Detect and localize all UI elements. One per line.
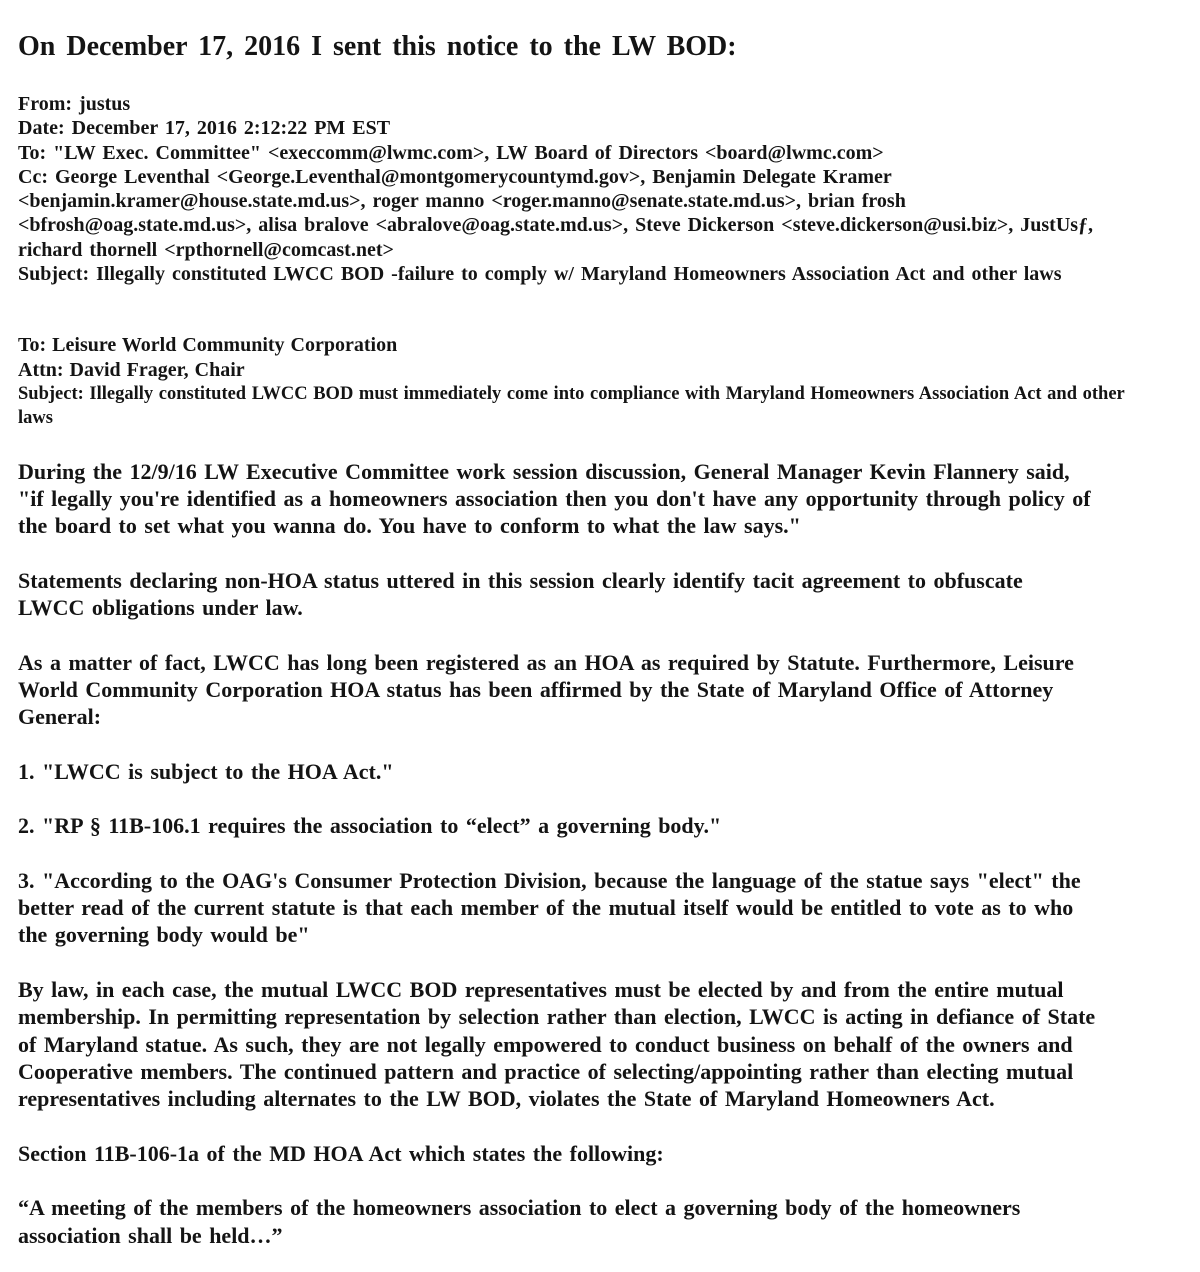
paragraph-line: Section 11B-106-1a of the MD HOA Act which states the following: <box>18 1140 664 1166</box>
notice-attn-line: Attn: David Frager, Chair <box>18 358 245 381</box>
header-line-to: To: "LW Exec. Committee" <execcomm@lwmc.com>, LW Board of Directors <board@lwmc.com> <box>18 141 884 164</box>
notice-header <box>18 333 1174 430</box>
paragraph-line: 1. "LWCC is subject to the HOA Act." <box>18 758 394 784</box>
paragraph-line: 3. "According to the OAG's Consumer Protection Division, because the language of the statue says "elect" the <box>18 867 1081 893</box>
paragraph-line: General: <box>18 704 102 730</box>
paragraph-line: of Maryland statue. As such, they are not legally empowered to conduct business on behalf of the owners and <box>18 1031 1073 1057</box>
paragraph-flannery-quote <box>18 458 1174 540</box>
paragraph-line: the governing body would be" <box>18 922 310 948</box>
notice-subject-wrap-line: laws <box>18 408 53 429</box>
paragraph-line: the board to set what you wanna do. You have to conform to what the law says." <box>18 513 801 539</box>
header-line-cc-wrap-3: richard thornell <rpthornell@comcast.net> <box>18 238 394 261</box>
paragraph-statute-quote <box>18 1194 1174 1249</box>
paragraph-line: World Community Corporation HOA status has been affirmed by the State of Maryland Office of Attorney <box>18 677 1054 702</box>
paragraph-line: As a matter of fact, LWCC has long been registered as an HOA as required by Statute. Furthermore, Leisure <box>18 649 1074 675</box>
document-body <box>18 458 1174 1250</box>
paragraph-line: During the 12/9/16 LW Executive Committee work session discussion, General Manager Kevin Flannery said, <box>18 458 1070 484</box>
paragraph-line: "if legally you're identified as a homeowners association then you don't have any opportunity through policy of <box>18 485 1091 511</box>
header-line-from: From: justus <box>18 93 131 115</box>
paragraph-line: better read of the current statute is that each member of the mutual itself would be entitled to vote as to who <box>18 895 1074 921</box>
notice-subject-line: Subject: Illegally constituted LWCC BOD must immediately come into compliance with Maryland Homeowners Association Act and other <box>18 383 1125 404</box>
notice-to-line: To: Leisure World Community Corporation <box>18 334 398 357</box>
paragraph-line: representatives including alternates to the LW BOD, violates the State of Maryland Homeowners Act. <box>18 1086 995 1112</box>
header-line-date: Date: December 17, 2016 2:12:22 PM EST <box>18 117 391 140</box>
header-line-cc: Cc: George Leventhal <George.Leventhal@montgomerycountymd.gov>, Benjamin Delegate Kramer <box>18 165 892 188</box>
paragraph-statements <box>18 567 1174 622</box>
list-item-1 <box>18 758 1174 785</box>
paragraph-line: membership. In permitting representation by selection rather than election, LWCC is acting in defiance of State <box>18 1004 1096 1030</box>
header-line-cc-wrap-2: <bfrosh@oag.state.md.us>, alisa bralove <abralove@oag.state.md.us>, Steve Dickerson <steve.dickerson@usi.biz>, JustUsƒ, <box>18 214 1094 237</box>
header-line-cc-wrap-1: <benjamin.kramer@house.state.md.us>, roger manno <roger.manno@senate.state.md.us>, brian frosh <box>18 190 906 213</box>
paragraph-line: LWCC obligations under law. <box>18 595 303 621</box>
intro-line: On December 17, 2016 I sent this notice to the LW BOD: <box>18 31 737 62</box>
list-item-2 <box>18 812 1174 839</box>
paragraph-line: association shall be held…” <box>18 1222 283 1248</box>
list-item-3 <box>18 867 1174 949</box>
paragraph-section-ref <box>18 1140 1174 1167</box>
email-header <box>18 92 1174 286</box>
paragraph-line: By law, in each case, the mutual LWCC BOD representatives must be elected by and from the entire mutual <box>18 976 1064 1002</box>
header-line-subject: Subject: Illegally constituted LWCC BOD -failure to comply w/ Maryland Homeowners Association Act and other laws <box>18 263 1062 286</box>
paragraph-line: 2. "RP § 11B-106.1 requires the association to “elect” a governing body." <box>18 813 722 839</box>
paragraph-line: Cooperative members. The continued pattern and practice of selecting/appointing rather than electing mutual <box>18 1059 1074 1085</box>
paragraph-by-law <box>18 976 1174 1113</box>
paragraph-line: Statements declaring non-HOA status uttered in this session clearly identify tacit agreement to obfuscate <box>18 567 1023 593</box>
paragraph-line: “A meeting of the members of the homeowners association to elect a governing body of the homeowners <box>18 1195 1021 1221</box>
paragraph-matter-of-fact <box>18 649 1174 731</box>
